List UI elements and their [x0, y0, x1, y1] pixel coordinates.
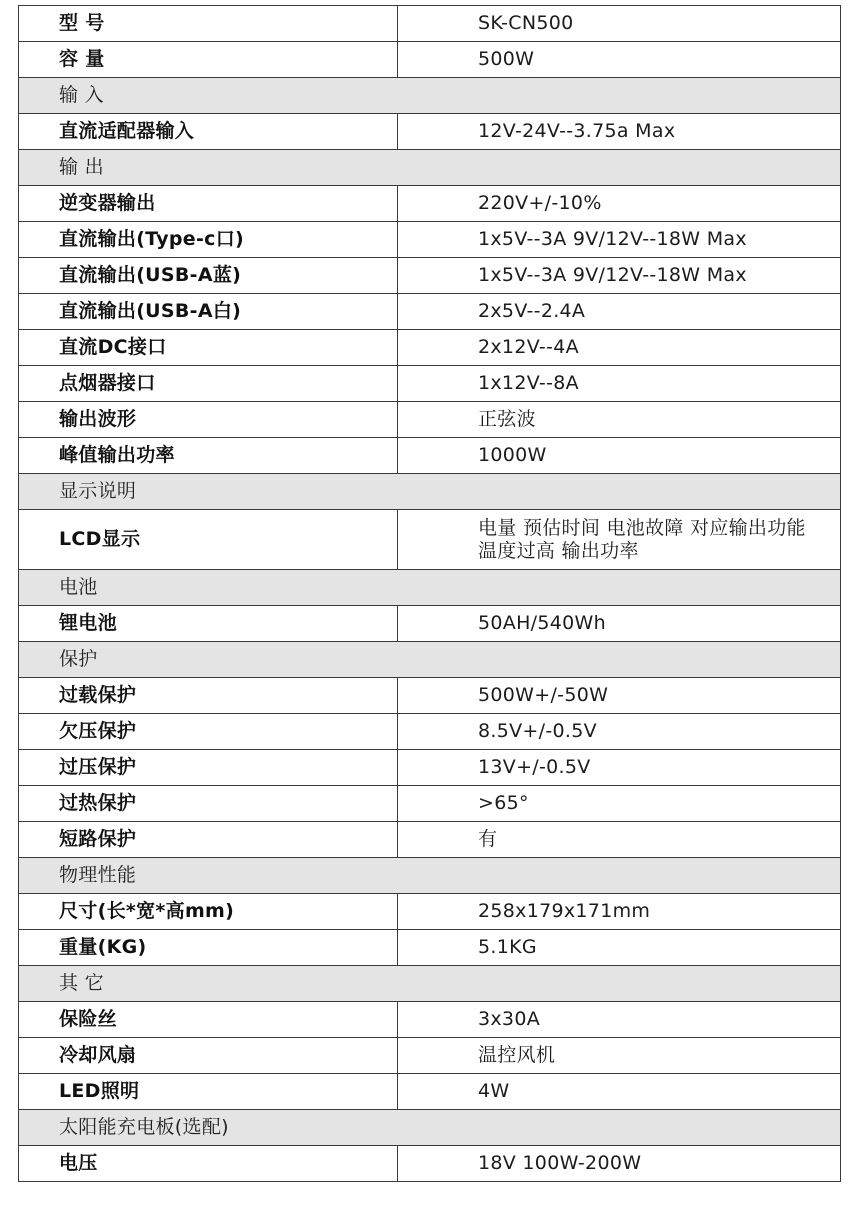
spec-row [19, 1146, 841, 1182]
spec-value: 2x12V--4A [398, 330, 841, 366]
spec-row [19, 1074, 841, 1110]
spec-row [19, 510, 841, 570]
spec-row [19, 714, 841, 750]
section-header-label: 电池 [19, 570, 841, 606]
spec-value: 258x179x171mm [398, 894, 841, 930]
spec-value-line: 电量 预估时间 电池故障 对应输出功能 [478, 516, 806, 539]
spec-row [19, 294, 841, 330]
spec-row [19, 402, 841, 438]
spec-value: 500W [398, 42, 841, 78]
section-header-label: 输 出 [19, 150, 841, 186]
spec-value: 18V 100W-200W [398, 1146, 841, 1182]
section-header-row [19, 474, 841, 510]
section-header-row [19, 966, 841, 1002]
spec-label: LED照明 [19, 1074, 398, 1110]
section-header-row [19, 1110, 841, 1146]
section-header-row [19, 642, 841, 678]
spec-value: 1x5V--3A 9V/12V--18W Max [398, 258, 841, 294]
spec-label: LCD显示 [19, 510, 398, 570]
spec-value: 3x30A [398, 1002, 841, 1038]
spec-label: 直流输出(USB-A白) [19, 294, 398, 330]
section-header-label: 输 入 [19, 78, 841, 114]
spec-label: 锂电池 [19, 606, 398, 642]
spec-value [398, 510, 841, 570]
spec-label: 保险丝 [19, 1002, 398, 1038]
spec-value: 正弦波 [398, 402, 841, 438]
spec-label: 欠压保护 [19, 714, 398, 750]
spec-label: 尺寸(长*宽*高mm) [19, 894, 398, 930]
spec-value: 4W [398, 1074, 841, 1110]
spec-row [19, 114, 841, 150]
spec-value: 220V+/-10% [398, 186, 841, 222]
spec-table [18, 5, 841, 1182]
spec-value: 500W+/-50W [398, 678, 841, 714]
spec-value: 1x5V--3A 9V/12V--18W Max [398, 222, 841, 258]
spec-value: >65° [398, 786, 841, 822]
section-header-label: 其 它 [19, 966, 841, 1002]
spec-label: 短路保护 [19, 822, 398, 858]
spec-label: 逆变器输出 [19, 186, 398, 222]
spec-value: SK-CN500 [398, 6, 841, 42]
spec-row [19, 930, 841, 966]
spec-row [19, 366, 841, 402]
spec-label: 直流适配器输入 [19, 114, 398, 150]
spec-label: 过热保护 [19, 786, 398, 822]
spec-label: 输出波形 [19, 402, 398, 438]
spec-row [19, 606, 841, 642]
spec-value: 50AH/540Wh [398, 606, 841, 642]
spec-row [19, 258, 841, 294]
spec-value-line: 温度过高 输出功率 [478, 539, 639, 562]
spec-label: 容 量 [19, 42, 398, 78]
spec-value: 2x5V--2.4A [398, 294, 841, 330]
spec-label: 重量(KG) [19, 930, 398, 966]
spec-label: 冷却风扇 [19, 1038, 398, 1074]
spec-value: 13V+/-0.5V [398, 750, 841, 786]
section-header-label: 物理性能 [19, 858, 841, 894]
section-header-label: 保护 [19, 642, 841, 678]
spec-value: 5.1KG [398, 930, 841, 966]
spec-row [19, 786, 841, 822]
spec-label: 过载保护 [19, 678, 398, 714]
spec-row [19, 822, 841, 858]
section-header-row [19, 150, 841, 186]
section-header-row [19, 570, 841, 606]
spec-row [19, 330, 841, 366]
spec-label: 直流DC接口 [19, 330, 398, 366]
spec-label: 直流输出(Type-c口) [19, 222, 398, 258]
spec-value: 8.5V+/-0.5V [398, 714, 841, 750]
section-header-row [19, 78, 841, 114]
spec-value: 1x12V--8A [398, 366, 841, 402]
spec-label: 过压保护 [19, 750, 398, 786]
spec-row [19, 1002, 841, 1038]
spec-row [19, 6, 841, 42]
section-header-label: 显示说明 [19, 474, 841, 510]
spec-row [19, 186, 841, 222]
section-header-row [19, 858, 841, 894]
spec-row [19, 1038, 841, 1074]
spec-row [19, 894, 841, 930]
spec-label: 直流输出(USB-A蓝) [19, 258, 398, 294]
spec-table-body [19, 6, 841, 1182]
spec-row [19, 438, 841, 474]
spec-row [19, 222, 841, 258]
section-header-label: 太阳能充电板(选配) [19, 1110, 841, 1146]
spec-value: 12V-24V--3.75a Max [398, 114, 841, 150]
spec-value: 1000W [398, 438, 841, 474]
spec-label: 型 号 [19, 6, 398, 42]
spec-value: 温控风机 [398, 1038, 841, 1074]
spec-label: 峰值输出功率 [19, 438, 398, 474]
spec-row [19, 42, 841, 78]
spec-value: 有 [398, 822, 841, 858]
spec-label: 电压 [19, 1146, 398, 1182]
spec-row [19, 750, 841, 786]
spec-row [19, 678, 841, 714]
spec-label: 点烟器接口 [19, 366, 398, 402]
